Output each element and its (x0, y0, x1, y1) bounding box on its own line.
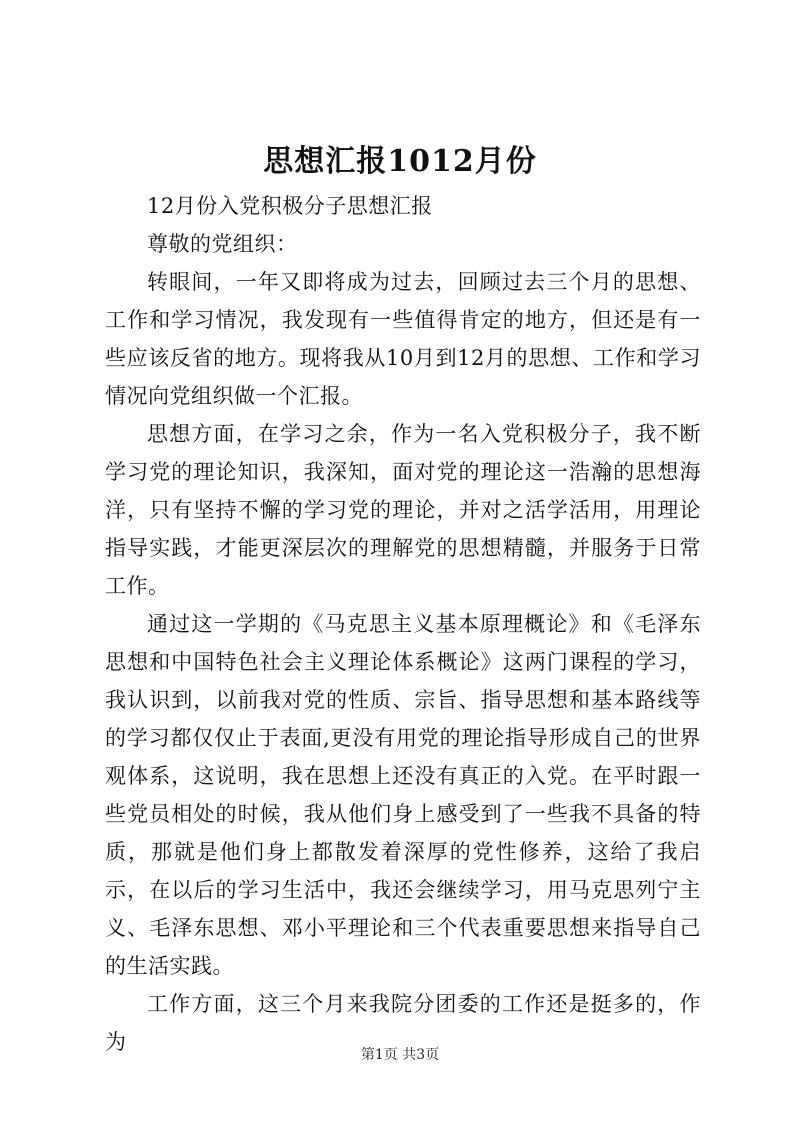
paragraph-intro: 转眼间，一年又即将成为过去，回顾过去三个月的思想、工作和学习情况，我发现有一些值得肯定的地方，但还是有一些应该反省的地方。现将我从10月到12月的思想、工作和学习情况向党组织做一个汇报。 (105, 270, 701, 408)
paragraph-work: 工作方面，这三个月来我院分团委的工作还是挺多的，作为 (105, 992, 701, 1054)
paragraph-subtitle: 12月份入党积极分子思想汇报 (147, 194, 433, 218)
paragraph-study: 通过这一学期的《马克思主义基本原理概论》和《毛泽东思想和中国特色社会主义理论体系概论》这两门课程的学习，我认识到，以前我对党的性质、宗旨、指导思想和基本路线等的学习都仅仅止于表面,更没有用党的理论指导形成自己的世界观体系，这说明，我在思想上还没有真正的入党。在平时跟一些党员相处的时候，我从他们身上感受到了一些我不具备的特质，那就是他们身上都散发着深厚的党性修养，这给了我启示，在以后的学习生活中，我还会继续学习，用马克思列宁主义、毛泽东思想、邓小平理论和三个代表重要思想来指导自己的生活实践。 (105, 612, 701, 978)
document-title: 思想汇报1012月份 (263, 144, 537, 179)
paragraph-salutation: 尊敬的党组织： (147, 232, 298, 256)
paragraph-thought: 思想方面，在学习之余，作为一名入党积极分子，我不断学习党的理论知识，我深知，面对党的理论这一浩瀚的思想海洋，只有坚持不懈的学习党的理论，并对之活学活用，用理论指导实践，才能更深层次的理解党的思想精髓，并服务于日常工作。 (105, 422, 701, 598)
document-body (105, 187, 701, 1061)
page-number-footer: 第1页 共3页 (360, 1047, 440, 1063)
